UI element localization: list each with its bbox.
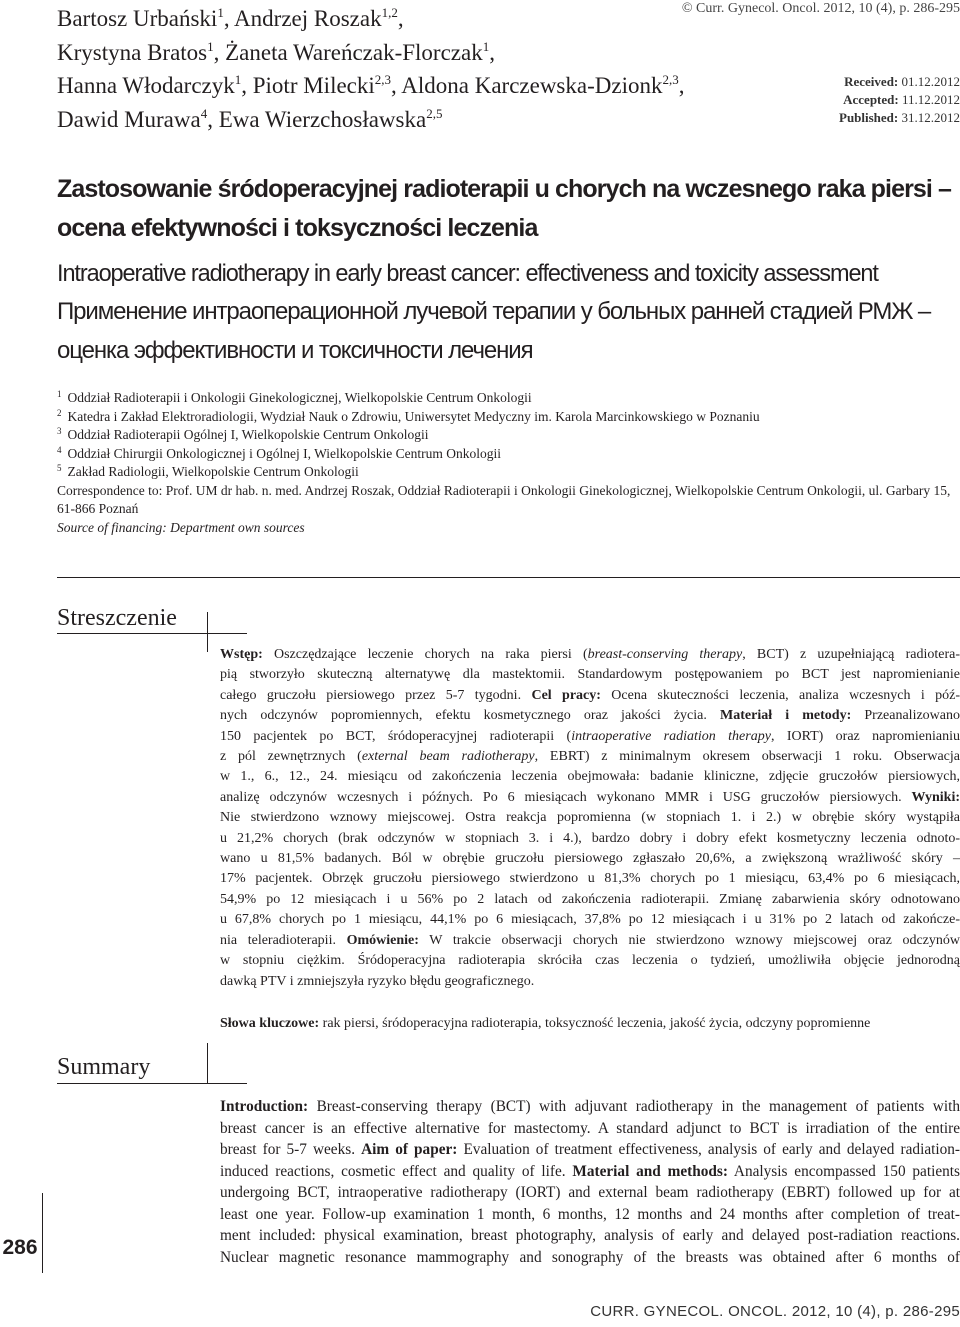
author-line (57, 69, 684, 103)
text-run: Nie stwierdzono wznowy miejscowej. Ostra reakcja popromienna (w stopniach 1. i 2.) w obrębie skóry wystąpiła (220, 810, 960, 826)
text-run: W trakcie obserwacji chorych nie stwierdzono wznowy miejscowej oraz odczynów (418, 932, 960, 948)
affiliation-item (57, 426, 429, 445)
text-run: Hanna Włodarczyk (57, 73, 235, 98)
text-run: Krystyna Bratos (57, 39, 208, 65)
text-run: 17% pacjentek. Obrzęk gruczołu piersiowego stwierdzono u 81,3% chorych po 1 miesiącu, 63,4% po 6 miesiącach, (220, 871, 960, 887)
affiliation-number: 1 (57, 389, 62, 399)
received-row (760, 73, 960, 91)
text-run: , Żaneta Wareńczak-Florczak (213, 39, 483, 65)
text-run: undergoing BCT, intraoperative radiotherapy (IORT) and external beam radiotherapy (EBRT) followed up for at (220, 1184, 960, 1201)
bold-label: Wyniki: (911, 789, 960, 805)
text-run: 54,9% po 12 miesiącach i u 56% po 2 latach od zakończenia radioterapii. Zmianę zabarwienia skóry odnotowano (220, 891, 960, 907)
text-run: , (397, 6, 404, 31)
affiliation-item (57, 389, 532, 408)
bold-label: Introduction: (220, 1098, 309, 1115)
dates-block (760, 73, 960, 127)
abstract-line (220, 972, 960, 992)
running-footer: CURR. GYNECOL. ONCOL. 2012, 10 (4), p. 286-295 (590, 1303, 960, 1320)
author-affiliation-sup: 1 (217, 5, 224, 20)
abstract-line (220, 1225, 960, 1247)
text-run: z pól zewnętrznych ( (220, 749, 362, 765)
text-run: Przeanalizowano (851, 708, 960, 724)
text-run: , (678, 73, 685, 98)
italic-term: intraoperative radiation therapy (571, 728, 771, 744)
financing: Source of financing: Department own sources (57, 519, 305, 535)
affiliation-text: Zakład Radiologii, Wielkopolskie Centrum Onkologii (67, 464, 359, 479)
text-run: induced reactions, cosmetic effect and quality of life. (220, 1162, 573, 1180)
bold-label: Cel pracy: (531, 687, 601, 703)
title-russian-line-1: Применение интраоперационной лучевой терапии у больных ранней стадией РМЖ – (57, 298, 931, 325)
abstract-line (220, 1139, 960, 1161)
summary-heading-rule-horizontal (207, 1083, 247, 1084)
text-run: analizę odczynów wczesnych i późnych. Po 6 miesiącach wykonano MMR i USG gruczołów piersiowych. (220, 789, 912, 805)
keywords-text: rak piersi, śródoperacyjna radioterapia, toksyczność leczenia, jakość życia, odczyny popromienne (319, 1016, 871, 1031)
affiliation-text: Oddział Radioterapii Ogólnej I, Wielkopolskie Centrum Onkologii (67, 427, 429, 442)
affiliation-text: Oddział Radioterapii i Onkologii Ginekologicznej, Wielkopolskie Centrum Onkologii (67, 390, 532, 405)
author-affiliation-sup: 2,3 (374, 72, 392, 87)
accepted-label: Accepted: (843, 92, 899, 107)
affiliation-number: 4 (57, 444, 62, 455)
affiliation-number: 3 (57, 426, 62, 436)
text-run: least one year. Follow-up examination 1 month, 6 months, 12 months and 24 months after completion of treat- (220, 1205, 960, 1223)
affiliations (57, 389, 957, 537)
text-run: , EBRT) z minimalnym okresem obserwacji 1 roku. Obserwacja (534, 749, 960, 765)
accepted-row (760, 91, 960, 109)
text-run: , Ewa Wierzchosławska (207, 106, 427, 132)
text-run: Oszczędzające leczenie chorych na raka piersi ( (262, 647, 588, 662)
affiliation-list (57, 389, 957, 482)
citation: © Curr. Gynecol. Oncol. 2012, 10 (4), p. 286-295 (681, 1, 960, 16)
abstract-line (220, 706, 960, 726)
section-divider (57, 577, 960, 578)
text-run: dawką PTV i zmniejszyła ryzyko błędu geograficznego. (220, 973, 535, 989)
text-run: breast cancer is an effective alternative for mastectomy. A standard adjunct to BCT is irradiation of the entire (220, 1119, 960, 1137)
text-run: breast for 5-7 weeks. (220, 1141, 362, 1158)
published-row (760, 109, 960, 127)
affiliation-item (57, 463, 359, 482)
summary-heading-rule-vertical (207, 1043, 208, 1083)
italic-term: external beam radiotherapy (361, 749, 535, 765)
bold-label: Material and methods: (572, 1162, 728, 1180)
bold-label: Aim of paper: (361, 1141, 458, 1158)
abstract-line (220, 788, 960, 808)
title-polish (57, 170, 957, 248)
abstract-line (220, 1118, 960, 1140)
abstract-line (220, 890, 960, 910)
abstract-line (220, 1161, 960, 1183)
streszczenie-heading-rule-horizontal (207, 633, 247, 634)
accepted-date: 11.12.2012 (901, 92, 960, 107)
text-run: , BCT) z uzupełniającą radiotera- (742, 647, 960, 662)
streszczenie-heading-underline (57, 633, 207, 634)
author-line (57, 103, 442, 137)
abstract-line (220, 808, 960, 828)
text-run: 150 pacjentek po BCT, śródoperacyjnej radioterapii ( (220, 728, 572, 744)
text-run: Evaluation of treatment effectiveness, analysis of early and delayed radiation- (457, 1141, 960, 1158)
author-affiliation-sup: 1 (234, 72, 242, 87)
abstract-line (220, 869, 960, 889)
author-affiliation-sup: 1 (482, 38, 490, 54)
affiliation-text: Katedra i Zakład Elektroradiologii, Wydział Nauk o Zdrowiu, Uniwersytet Medyczny im. Karola Marcinkowskiego w Poznaniu (67, 408, 760, 424)
page-number: 286 (2, 1236, 38, 1259)
text-run: , Aldona Karczewska-Dzionk (391, 73, 663, 98)
text-run: Bartosz Urbański (57, 6, 218, 31)
abstract-line (220, 727, 960, 747)
bold-label: Wstęp: (220, 647, 263, 662)
text-run: Dawid Murawa (57, 106, 201, 132)
published-date: 31.12.2012 (901, 110, 960, 125)
abstract-line (220, 1247, 960, 1269)
text-run: nia teleradioterapii. (220, 932, 347, 948)
bold-label: Omówienie: (346, 932, 419, 948)
title-polish-line-1: Zastosowanie śródoperacyjnej radioterapii u chorych na wczesnego raka piersi – (57, 175, 952, 203)
author-affiliation-sup: 2,3 (662, 72, 679, 87)
bold-label: Materiał i metody: (720, 708, 852, 724)
italic-term: breast-conserving therapy (587, 647, 743, 662)
abstract-line (220, 767, 960, 787)
text-run: ment included: physical examination, breast photography, analysis of early and delayed post-radiation reactions. (220, 1227, 960, 1244)
abstract-line (220, 686, 960, 706)
title-polish-line-2: ocena efektywności i toksyczności leczenia (57, 214, 538, 242)
author-line (57, 2, 404, 36)
abstract-line (220, 1096, 960, 1118)
author-affiliation-sup: 1,2 (381, 5, 398, 20)
affiliation-item (57, 408, 760, 427)
text-run: pią stworzyło skuteczną alternatywę dla mastektomii. Standardowym postępowaniem po BCT jest napromienianie (220, 667, 960, 683)
abstract-line (220, 849, 960, 869)
keywords-label: Słowa kluczowe: (220, 1016, 320, 1031)
title-russian (57, 292, 957, 370)
correspondence: Correspondence to: Prof. UM dr hab. n. med. Andrzej Roszak, Oddział Radioterapii i Onkologii Ginekologicznej, Wielkopolskie Centrum Onkologii, ul. Garbary 15, 61-866 Poznań (57, 482, 951, 516)
text-run: wano u 81,5% badanych. Ból w obrębie gruczołu piersiowego zgłaszało 20,6%, a zwiększoną wrażliwość skóry – (220, 851, 960, 867)
abstract-polish (220, 645, 960, 992)
text-run: , (489, 39, 495, 65)
author-line (57, 36, 495, 70)
affiliation-number: 5 (57, 463, 62, 473)
text-run: Ocena skuteczności leczenia, analiza wczesnych i póź- (600, 687, 960, 703)
abstract-line (220, 931, 960, 951)
affiliation-item (57, 445, 501, 464)
text-run: Analysis encompassed 150 patients (727, 1162, 960, 1180)
title-english: Intraoperative radiotherapy in early breast cancer: effectiveness and toxicity assessment (57, 260, 878, 287)
abstract-line (220, 1182, 960, 1204)
keywords (220, 1016, 960, 1032)
summary-heading-underline (57, 1083, 207, 1084)
abstract-line (220, 645, 960, 665)
authors-block (57, 2, 817, 136)
author-affiliation-sup: 4 (200, 105, 208, 121)
abstract-line (220, 829, 960, 849)
streszczenie-heading: Streszczenie (57, 605, 177, 631)
published-label: Published: (839, 110, 899, 125)
abstract-line (220, 1204, 960, 1226)
author-affiliation-sup: 1 (207, 38, 214, 54)
text-run: nych odczynów popromiennych, efektu kosmetycznego oraz jakości życia. (220, 708, 721, 724)
text-run: Breast-conserving therapy (BCT) with adjuvant radiotherapy in the management of patients with (308, 1098, 960, 1115)
text-run: u 67,8% chorych po 1 miesiącu, 44,1% po 6 miesiącach, 37,8% po 12 miesiącach i u 31% po 2 latach od zakończe- (220, 912, 960, 928)
text-run: w 1., 6., 12., 24. miesiącu od zakończenia leczenia obejmowała: badanie kliniczne, zdjęcie gruczołów piersiowych, (220, 769, 960, 785)
text-run: w stopniu ciężkim. Śródoperacyjna radioterapia skróciła czas leczenia o tydzień, umożliwiła objęcie jednorodną (220, 953, 960, 969)
affiliation-number: 2 (57, 407, 62, 418)
abstract-line (220, 910, 960, 930)
affiliation-text: Oddział Chirurgii Onkologicznej i Ogólnej I, Wielkopolskie Centrum Onkologii (67, 445, 502, 461)
abstract-line (220, 951, 960, 971)
streszczenie-heading-rule-vertical (207, 612, 208, 652)
text-run: całego gruczołu piersiowego przez 5-7 tygodni. (220, 687, 532, 703)
text-run: Nuclear magnetic resonance mammography and sonography of the breasts was obtained after 6 months of (220, 1248, 960, 1266)
abstract-line (220, 747, 960, 767)
page-number-rule (42, 1193, 43, 1273)
abstract-english (220, 1096, 960, 1268)
text-run: u 21,2% chorych (brak odczynów w stopniach 3. i 4.), bardzo dobry i dobry efekt kosmetyczny leczenia odnoto- (220, 830, 960, 846)
author-affiliation-sup: 2,5 (426, 105, 443, 121)
received-label: Received: (844, 74, 899, 89)
abstract-line (220, 665, 960, 685)
text-run: , IORT) oraz napromienianiu (770, 728, 960, 744)
title-russian-line-2: оценка эффективности и токсичности лечения (57, 337, 533, 364)
summary-heading: Summary (57, 1054, 151, 1080)
received-date: 01.12.2012 (901, 74, 960, 89)
text-run: , Piotr Milecki (241, 73, 375, 98)
text-run: , Andrzej Roszak (223, 6, 382, 31)
